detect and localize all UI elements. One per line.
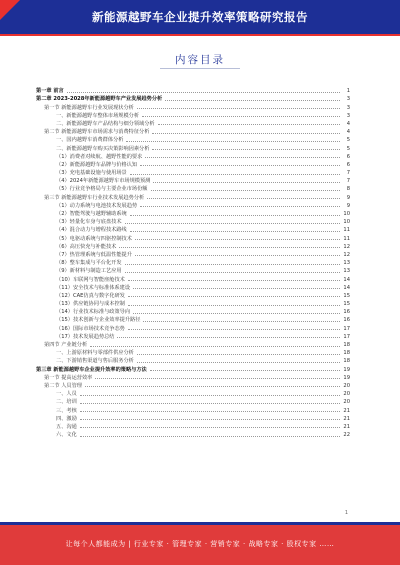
toc-leader-dots [130, 174, 340, 175]
toc-leader-dots [165, 100, 340, 101]
toc-entry-page: 3 [346, 96, 350, 103]
toc-entry[interactable] [0, 192, 400, 200]
toc-entry-label: 第二章 2023-2028年新能源越野车产业发展趋势分析 [36, 96, 163, 103]
report-title: 新能源越野车企业提升效率策略研究报告 [92, 10, 308, 24]
toc-leader-dots [80, 427, 340, 428]
toc-entry-page: 12 [343, 243, 350, 250]
toc-leader-dots [125, 272, 340, 273]
toc-entry-page: 11 [343, 227, 350, 234]
toc-entry-page: 15 [343, 292, 350, 299]
toc-leader-dots [158, 124, 340, 125]
toc-entry-page: 4 [346, 120, 350, 127]
toc-entry-label: （2）新能源越野车品牌与价格认知 [56, 161, 138, 168]
toc-entry-page: 21 [343, 423, 350, 430]
toc-entry[interactable] [0, 242, 400, 250]
toc-entry[interactable] [0, 233, 400, 241]
toc-leader-dots [90, 346, 340, 347]
toc-entry[interactable] [0, 209, 400, 217]
toc-leader-dots [150, 370, 340, 371]
toc-leader-dots [135, 255, 340, 256]
toc-leader-dots [143, 321, 340, 322]
toc-entry-label: （13）供应链协同与成本控制 [56, 301, 125, 308]
toc-leader-dots [133, 313, 340, 314]
toc-entry-label: 二、新能源越野车产品结构与细分领域分析 [56, 120, 155, 127]
toc-entry-label: 一、新能源越野车整体市场规模分析 [56, 112, 140, 119]
toc-entry[interactable] [0, 143, 400, 151]
toc-entry[interactable] [0, 160, 400, 168]
toc-entry-label: （7）热管理系统与低温性能提升 [56, 251, 132, 258]
toc-entry-page: 13 [343, 268, 350, 275]
toc-entry-page: 20 [343, 382, 350, 389]
toc-leader-dots [151, 190, 341, 191]
toc-entry[interactable] [0, 119, 400, 127]
toc-entry-label: （3）充电基础设施与使用场景 [56, 170, 127, 177]
header-divider [0, 34, 400, 36]
toc-entry-page: 22 [343, 432, 350, 439]
toc-leader-dots [145, 157, 340, 158]
toc-leader-dots [137, 362, 340, 363]
toc-entry-page: 4 [346, 129, 350, 136]
toc-leader-dots [125, 223, 340, 224]
toc-entry-page: 1 [346, 88, 350, 95]
toc-entry-page: 14 [343, 276, 350, 283]
toc-entry-label: 第一节 新能源越野车行业发展现状分析 [44, 104, 134, 111]
toc-leader-dots [142, 116, 340, 117]
toc-entry-page: 9 [346, 194, 350, 201]
toc-entry[interactable] [0, 135, 400, 143]
toc-entry-label: （12）CAE仿真与数字化研发 [56, 292, 125, 299]
toc-entry-label: （4）2024年新能源越野车市场规模预测 [56, 178, 151, 185]
toc-leader-dots [119, 247, 340, 248]
toc-entry[interactable] [0, 422, 400, 430]
toc-leader-dots [80, 403, 340, 404]
toc-entry-page: 6 [346, 161, 350, 168]
toc-entry-label: （10）车联网与智能座舱技术 [56, 276, 125, 283]
toc-heading: 内容目录 [175, 54, 225, 66]
toc-leader-dots [128, 280, 340, 281]
toc-entry-label: 二、培训 [56, 399, 77, 406]
toc-entry-page: 21 [343, 415, 350, 422]
toc-leader-dots [130, 231, 340, 232]
toc-leader-dots [85, 386, 340, 387]
toc-entry-label: 一、上游原材料与零部件供应分析 [56, 350, 134, 357]
toc-entry-label: 第二节 新能源越野车市场需求与消费特征分析 [44, 129, 150, 136]
toc-entry-label: 二、下游销售渠道与售后服务分析 [56, 358, 134, 365]
toc-entry-page: 3 [346, 112, 350, 119]
toc-entry[interactable] [0, 348, 400, 356]
toc-entry-label: （1）消费者对续航、越野性能的要求 [56, 153, 143, 160]
toc-entry-label: （17）技术发展趋势总结 [56, 333, 115, 340]
footer-slogan: 让每个人都能成为 | 行业专家 · 管理专家 · 营销专家 · 战略专家 · 股权专家 …… [65, 540, 335, 548]
toc-entry[interactable] [0, 397, 400, 405]
toc-entry-page: 19 [343, 366, 350, 373]
toc-leader-dots [147, 198, 340, 199]
toc-entry-page: 10 [343, 211, 350, 217]
toc-leader-dots [130, 215, 340, 216]
toc-entry-page: 18 [343, 358, 350, 365]
toc-leader-dots [80, 395, 340, 396]
toc-entry-label: 五、沟通 [56, 423, 77, 430]
toc-leader-dots [140, 165, 340, 166]
toc-entry-page: 17 [343, 325, 350, 332]
toc-entry-label: 三、考核 [56, 407, 77, 414]
toc-entry-label: （8）整车集成与平台化开发 [56, 260, 122, 267]
toc-leader-dots [80, 419, 340, 420]
page-number: 1 [344, 510, 348, 516]
toc-leader-dots [135, 239, 340, 240]
toc-entry-label: 第二节 人员管理 [44, 382, 82, 389]
toc-entry[interactable] [0, 168, 400, 176]
toc-entry[interactable] [0, 94, 400, 102]
toc-entry[interactable] [0, 307, 400, 315]
toc-entry[interactable] [0, 102, 400, 110]
toc-entry-page: 16 [343, 317, 350, 324]
toc-entry-page: 12 [343, 251, 350, 258]
toc-entry-page: 5 [346, 145, 350, 152]
toc-entry[interactable] [0, 389, 400, 397]
toc-leader-dots [128, 296, 340, 297]
toc-leader-dots [133, 288, 340, 289]
toc-entry-page: 16 [343, 309, 350, 316]
toc-entry[interactable] [0, 127, 400, 135]
toc-entry[interactable] [0, 201, 400, 209]
toc-entry-page: 15 [343, 301, 350, 308]
toc-leader-dots [95, 378, 340, 379]
toc-entry-label: 第一章 前言 [36, 88, 64, 95]
toc-leader-dots [80, 436, 340, 437]
toc-entry-page: 18 [343, 342, 350, 348]
toc-entry-label: （1）动力系统与电池技术发展趋势 [56, 202, 138, 209]
toc-entry[interactable] [0, 414, 400, 422]
toc-entry[interactable] [0, 250, 400, 258]
toc-entry[interactable] [0, 340, 400, 348]
toc-entry[interactable] [0, 332, 400, 340]
toc-entry-page: 20 [343, 391, 350, 398]
toc-leader-dots [152, 133, 340, 134]
toc-entry-page: 5 [346, 137, 350, 144]
toc-entry[interactable] [0, 176, 400, 184]
toc-entry-label: （15）技术创新与企业效率提升路径 [56, 317, 141, 324]
toc-entry-label: （5）行业竞争格局与主要企业市场份额 [56, 186, 148, 193]
toc-entry[interactable] [0, 291, 400, 299]
toc-entry-page: 14 [343, 284, 350, 291]
toc-entry-label: 第四节 产业链分析 [44, 342, 88, 348]
toc-leader-dots [140, 206, 340, 207]
toc-entry-label: 六、文化 [56, 432, 77, 439]
toc-entry[interactable] [0, 274, 400, 282]
toc-entry-page: 7 [346, 178, 350, 185]
toc-entry-page: 7 [346, 170, 350, 177]
toc-entry[interactable] [0, 323, 400, 331]
toc-entry[interactable] [0, 405, 400, 413]
toc-entry-page: 11 [343, 235, 350, 242]
toc-entry-page: 13 [343, 260, 350, 267]
toc-leader-dots [126, 141, 340, 142]
toc-entry[interactable] [0, 315, 400, 323]
toc-entry-label: （16）国际市场技术竞争态势 [56, 325, 125, 332]
toc-entry-page: 6 [346, 153, 350, 160]
toc-entry[interactable] [0, 86, 400, 94]
toc-entry[interactable] [0, 225, 400, 233]
toc-leader-dots [67, 92, 340, 93]
toc-entry-label: 四、激励 [56, 415, 77, 422]
toc-entry-page: 3 [346, 104, 350, 111]
toc-leader-dots [137, 108, 340, 109]
toc-entry-label: （2）智能驾驶与越野辅助系统 [56, 211, 127, 217]
toc-entry[interactable] [0, 258, 400, 266]
toc-entry[interactable] [0, 184, 400, 192]
toc-entry[interactable] [0, 373, 400, 381]
toc-entry-label: （14）行业技术标准与政策导向 [56, 309, 131, 316]
toc-entry-label: 第三节 新能源越野车行业技术发展趋势分析 [44, 194, 145, 201]
toc-entry-label: （6）高压快充与补能技术 [56, 243, 117, 250]
toc-entry-label: （3）轻量化车身与底盘技术 [56, 219, 122, 226]
toc-entry[interactable] [0, 430, 400, 438]
toc-entry-page: 10 [343, 219, 350, 226]
toc-entry-page: 8 [346, 186, 350, 193]
toc-leader-dots [137, 354, 340, 355]
toc-entry-page: 18 [343, 350, 350, 357]
toc-leader-dots [153, 182, 340, 183]
toc-entry-label: 一、人员 [56, 391, 77, 398]
toc-leader-dots [125, 264, 340, 265]
toc-entry-page: 17 [343, 333, 350, 340]
toc-entry-label: 第三章 新能源越野车企业提升效率的策略与方法 [36, 366, 147, 373]
table-of-contents [0, 86, 400, 438]
toc-entry[interactable] [0, 266, 400, 274]
toc-entry[interactable] [0, 364, 400, 372]
toc-entry[interactable] [0, 111, 400, 119]
toc-entry[interactable] [0, 381, 400, 389]
toc-leader-dots [117, 337, 340, 338]
toc-entry[interactable] [0, 283, 400, 291]
page-footer [0, 525, 400, 565]
toc-entry-page: 21 [343, 407, 350, 414]
toc-leader-dots [152, 149, 340, 150]
toc-entry[interactable] [0, 217, 400, 225]
toc-entry-label: （11）安全技术与标准体系建设 [56, 284, 131, 291]
toc-entry[interactable] [0, 152, 400, 160]
toc-entry-label: 二、新能源越野车购买决策影响因素分析 [56, 145, 150, 152]
toc-leader-dots [80, 411, 340, 412]
toc-entry-label: 一、国内越野车消费群体分析 [56, 137, 124, 144]
toc-entry-page: 9 [346, 202, 350, 209]
toc-entry-label: （4）混合动力与增程技术路线 [56, 227, 127, 234]
toc-entry-page: 19 [343, 374, 350, 381]
toc-entry-label: 第一节 提高运营效率 [44, 374, 93, 381]
toc-leader-dots [128, 329, 340, 330]
toc-heading-underline [160, 68, 240, 69]
toc-entry-label: （9）新材料与制造工艺应用 [56, 268, 122, 275]
toc-entry[interactable] [0, 299, 400, 307]
toc-entry-page: 20 [343, 399, 350, 406]
toc-leader-dots [128, 305, 340, 306]
toc-entry[interactable] [0, 356, 400, 364]
toc-entry-label: （5）电驱动系统与四驱控制技术 [56, 235, 132, 242]
report-header [0, 0, 400, 34]
